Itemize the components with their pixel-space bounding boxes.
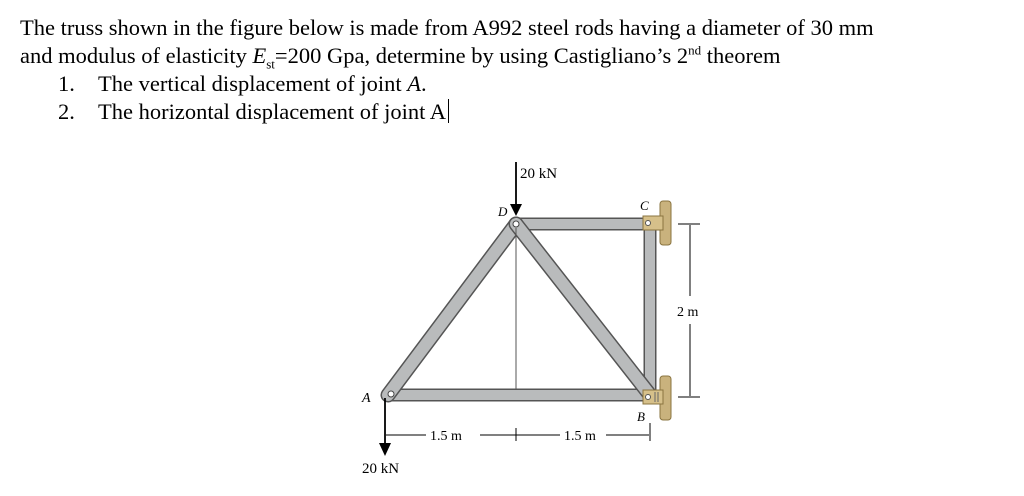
- dimension-label-right: 1.5 m: [564, 429, 596, 444]
- dimension-label-left: 1.5 m: [430, 429, 462, 444]
- pin-D-icon: [513, 221, 519, 227]
- problem-line-2-end: theorem: [701, 43, 781, 68]
- dimension-horizontal: [385, 423, 650, 441]
- joint-label-A: A: [362, 391, 371, 406]
- question-number-1: 1.: [58, 71, 75, 96]
- problem-line-1: The truss shown in the figure below is made from A992 steel rods having a diameter of 30 mm: [20, 15, 874, 40]
- modulus-subscript: st: [266, 56, 275, 72]
- joint-label-D: D: [498, 204, 508, 219]
- joint-label-B: B: [637, 409, 645, 424]
- modulus-symbol: E: [252, 43, 267, 68]
- problem-line-2-start: and modulus of elasticity: [20, 43, 253, 68]
- ordinal-superscript: nd: [688, 42, 702, 58]
- pin-A-icon: [388, 391, 394, 397]
- dimension-label-height: 2 m: [677, 305, 699, 320]
- joint-label-C: C: [640, 198, 649, 213]
- load-label-bottom: 20 kN: [362, 461, 400, 477]
- truss-members: [388, 221, 650, 397]
- question-text-2: The horizontal displacement of joint A: [98, 99, 447, 124]
- load-label-top: 20 kN: [520, 166, 558, 182]
- problem-line-2-mid: =200 Gpa, determine by using Castigliano’s 2: [274, 43, 689, 68]
- question-joint-1: A: [407, 71, 422, 96]
- question-end-1: .: [421, 71, 427, 96]
- question-text-1: The vertical displacement of joint: [98, 71, 408, 96]
- question-number-2: 2.: [58, 99, 75, 124]
